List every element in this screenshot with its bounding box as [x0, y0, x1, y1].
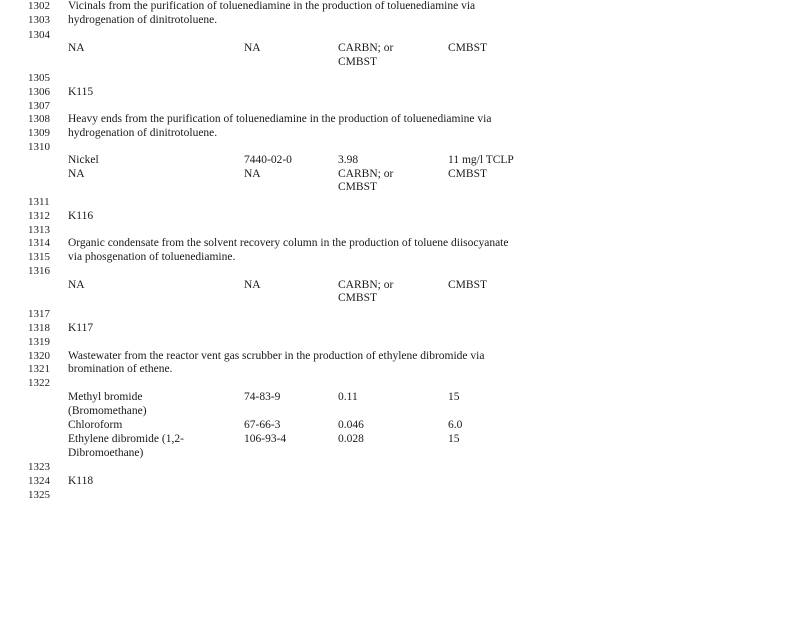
waste-code: K116: [68, 210, 94, 222]
standard-cell: CMBST: [448, 42, 487, 54]
waste-description: Wastewater from the reactor vent gas scrubber in the production of ethylene dibromide via: [68, 350, 485, 362]
line-number: 1320: [28, 350, 50, 362]
line-number: 1307: [28, 100, 50, 112]
cas-cell: NA: [244, 279, 261, 291]
standard-cell: 11 mg/l TCLP: [448, 154, 514, 166]
line-number: 1314: [28, 237, 50, 249]
constituent-cell: Methyl bromide: [68, 391, 143, 403]
waste-code: K117: [68, 322, 94, 334]
standard-cell: 15: [448, 433, 460, 445]
cas-cell: 74-83-9: [244, 391, 281, 403]
constituent-cell: Dibromoethane): [68, 447, 144, 459]
cas-cell: 7440-02-0: [244, 154, 292, 166]
line-number: 1324: [28, 475, 50, 487]
value-cell: 3.98: [338, 154, 359, 166]
constituent-cell: NA: [68, 168, 85, 180]
value-cell: 0.11: [338, 391, 358, 403]
waste-description: hydrogenation of dinitrotoluene.: [68, 14, 218, 26]
waste-description: Heavy ends from the purification of toluenediamine in the production of toluenediamine via: [68, 113, 492, 125]
line-number: 1325: [28, 489, 50, 501]
line-number: 1308: [28, 113, 50, 125]
basis-cell: CARBN; or: [338, 168, 394, 180]
line-number: 1305: [28, 72, 50, 84]
constituent-cell: (Bromomethane): [68, 405, 147, 417]
waste-description: via phosgenation of toluenediamine.: [68, 251, 236, 263]
basis-cell: CMBST: [338, 181, 377, 193]
waste-description: Organic condensate from the solvent recovery column in the production of toluene diisocyanate: [68, 237, 509, 249]
line-number: 1318: [28, 322, 50, 334]
cas-cell: NA: [244, 42, 261, 54]
line-number: 1313: [28, 224, 50, 236]
cas-cell: NA: [244, 168, 261, 180]
waste-code: K115: [68, 86, 94, 98]
line-number: 1316: [28, 265, 50, 277]
basis-cell: CARBN; or: [338, 42, 394, 54]
line-number: 1319: [28, 336, 50, 348]
line-number: 1315: [28, 251, 50, 263]
constituent-cell: Nickel: [68, 154, 99, 166]
basis-cell: CMBST: [338, 56, 377, 68]
line-number: 1322: [28, 377, 50, 389]
value-cell: 0.046: [338, 419, 364, 431]
line-number: 1321: [28, 363, 50, 375]
line-number: 1311: [28, 196, 50, 208]
standard-cell: 6.0: [448, 419, 463, 431]
standard-cell: 15: [448, 391, 460, 403]
value-cell: 0.028: [338, 433, 364, 445]
line-number: 1323: [28, 461, 50, 473]
standard-cell: CMBST: [448, 279, 487, 291]
line-number: 1312: [28, 210, 50, 222]
standard-cell: CMBST: [448, 168, 487, 180]
constituent-cell: Ethylene dibromide (1,2-: [68, 433, 184, 445]
basis-cell: CARBN; or: [338, 279, 394, 291]
cas-cell: 106-93-4: [244, 433, 287, 445]
cas-cell: 67-66-3: [244, 419, 281, 431]
constituent-cell: NA: [68, 42, 85, 54]
line-number: 1302: [28, 0, 50, 12]
constituent-cell: NA: [68, 279, 85, 291]
line-number: 1317: [28, 308, 50, 320]
waste-description: hydrogenation of dinitrotoluene.: [68, 127, 218, 139]
line-number: 1309: [28, 127, 50, 139]
constituent-cell: Chloroform: [68, 419, 123, 431]
line-number: 1304: [28, 29, 50, 41]
waste-description: Vicinals from the purification of toluenediamine in the production of toluenediamine via: [68, 0, 476, 12]
line-number: 1306: [28, 86, 50, 98]
basis-cell: CMBST: [338, 292, 377, 304]
waste-code: K118: [68, 475, 94, 487]
line-number: 1310: [28, 141, 50, 153]
line-number: 1303: [28, 14, 50, 26]
waste-description: bromination of ethene.: [68, 363, 173, 375]
